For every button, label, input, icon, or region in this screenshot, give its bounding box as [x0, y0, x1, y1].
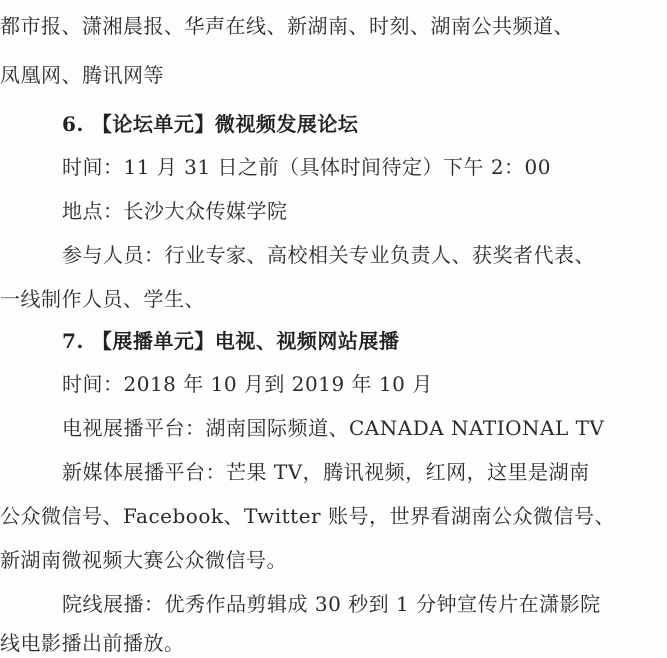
section-7-new-media-1: 新媒体展播平台：芒果 TV，腾讯视频，红网，这里是湖南	[62, 460, 590, 484]
section-6-time: 时间：11 月 31 日之前（具体时间待定）下午 2：00	[62, 155, 552, 179]
section-7-time: 时间：2018 年 10 月到 2019 年 10 月	[62, 372, 433, 396]
section-7-new-media-3: 新湖南微视频大赛公众微信号。	[0, 548, 287, 572]
section-7-cinema-2: 线电影播出前播放。	[0, 631, 185, 655]
section-6-title: 【论坛单元】微视频发展论坛	[91, 112, 359, 136]
text-line-media-list-2: 凤凰网、腾讯网等	[0, 63, 164, 87]
section-6-heading	[62, 111, 358, 137]
section-6-number: 6.	[62, 112, 84, 136]
section-7-title: 【展播单元】电视、视频网站展播	[91, 329, 400, 353]
section-7-number: 7.	[62, 329, 84, 353]
section-6-participants-1: 参与人员：行业专家、高校相关专业负责人、获奖者代表、	[62, 243, 595, 267]
section-7-new-media-2: 公众微信号、Facebook、Twitter 账号，世界看湖南公众微信号、	[0, 504, 615, 528]
section-6-participants-2: 一线制作人员、学生、	[0, 287, 205, 311]
section-7-tv-platforms: 电视展播平台：湖南国际频道、CANADA NATIONAL TV	[62, 416, 605, 440]
text-line-media-list-1: 都市报、潇湘晨报、华声在线、新湖南、时刻、湖南公共频道、	[0, 14, 574, 38]
section-7-cinema-1: 院线展播：优秀作品剪辑成 30 秒到 1 分钟宣传片在潇影院	[62, 592, 601, 616]
section-7-heading	[62, 328, 399, 354]
section-6-place: 地点：长沙大众传媒学院	[62, 199, 288, 223]
